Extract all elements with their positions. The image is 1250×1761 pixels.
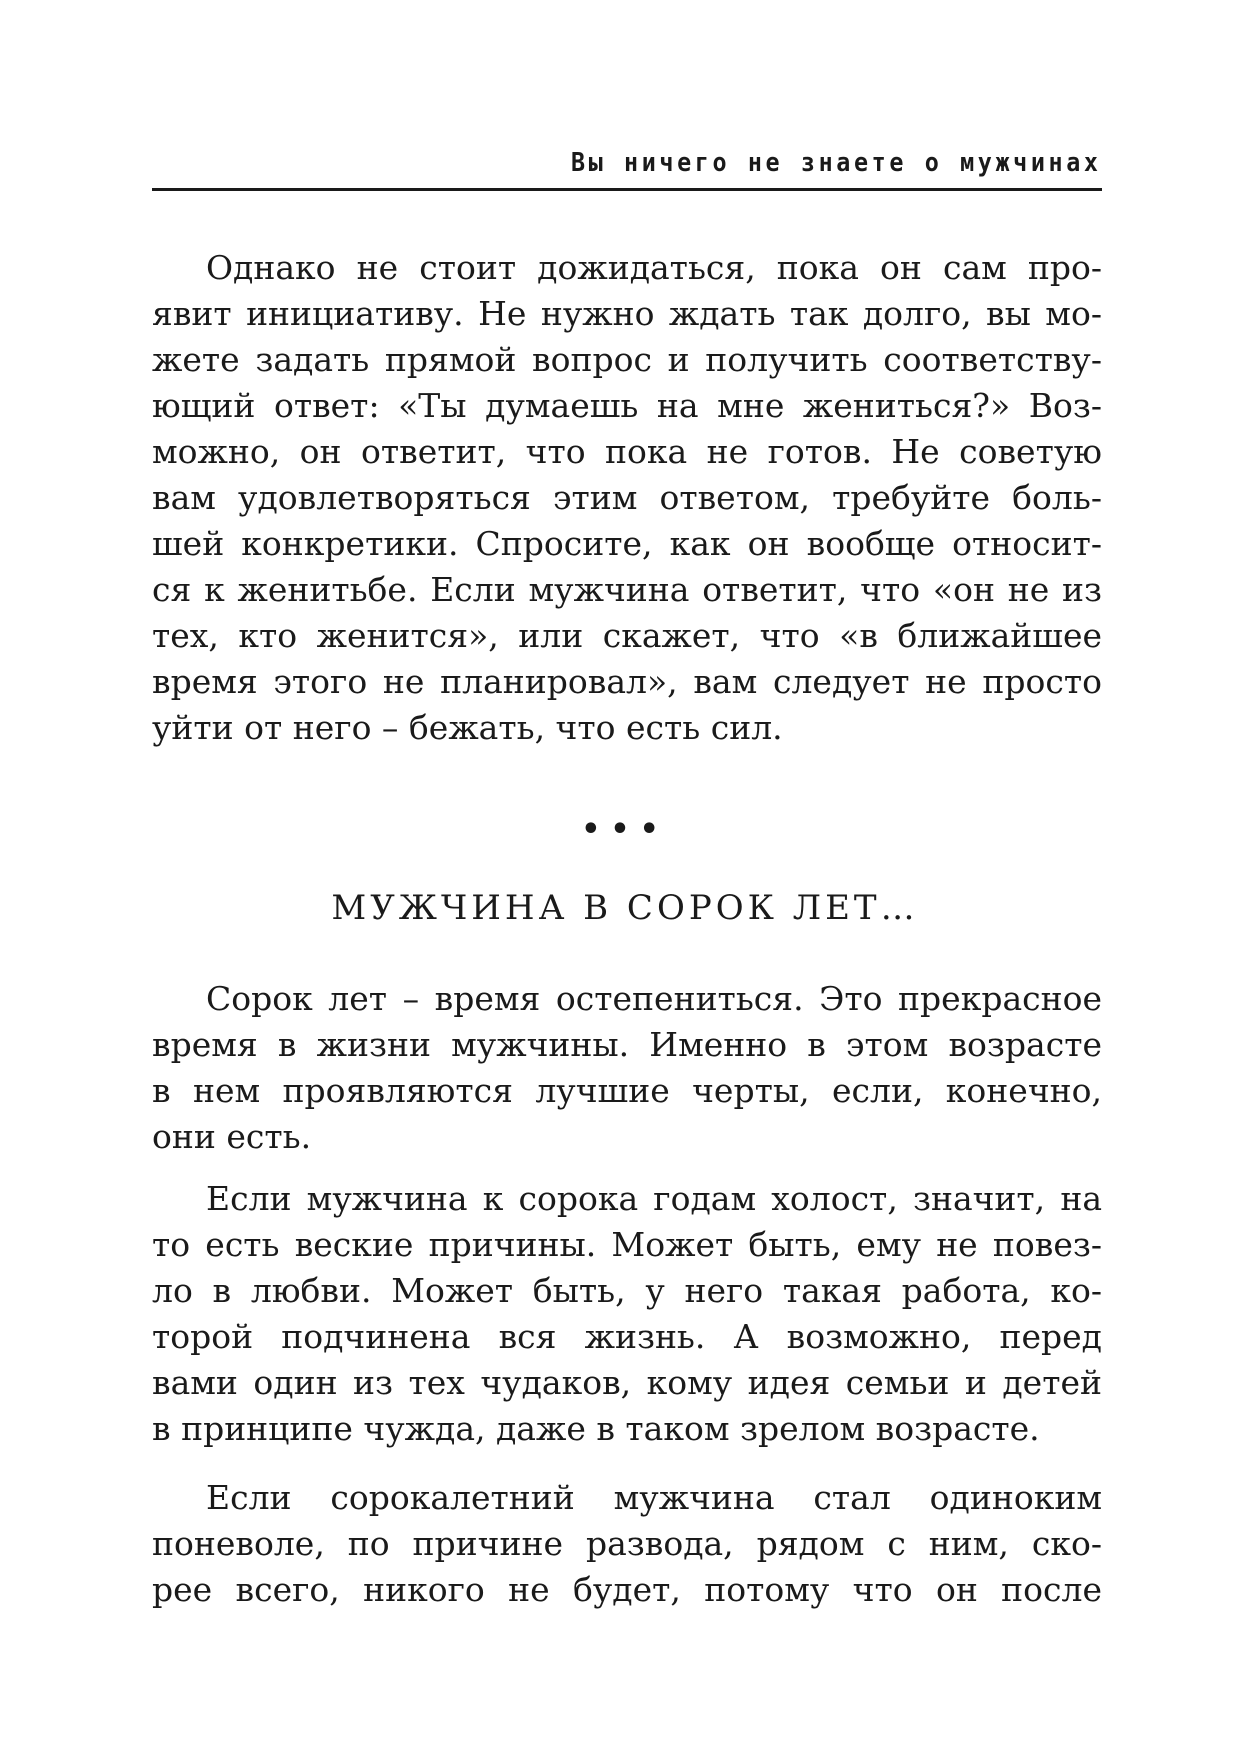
text-line: жете задать прямой вопрос и получить соответству- bbox=[152, 340, 1102, 379]
text-line: поневоле, по причине развода, рядом с ним, ско- bbox=[152, 1524, 1102, 1563]
text-line: Если сорокалетний мужчина стал одиноким bbox=[206, 1478, 1102, 1517]
section-ornament: ••• bbox=[581, 812, 669, 847]
text-line: вам удовлетворяться этим ответом, требуйте боль- bbox=[152, 478, 1102, 517]
text-line: то есть веские причины. Может быть, ему не повез- bbox=[152, 1225, 1102, 1264]
section-heading: МУЖЧИНА В СОРОК ЛЕТ… bbox=[331, 888, 919, 928]
running-head bbox=[152, 140, 1102, 191]
text-line: рее всего, никого не будет, потому что он после bbox=[152, 1570, 1102, 1609]
text-line: время этого не планировал», вам следует не просто bbox=[152, 662, 1102, 701]
text-line: явит инициативу. Не нужно ждать так долго, вы мо- bbox=[152, 294, 1102, 333]
text-line: вами один из тех чудаков, кому идея семьи и детей bbox=[152, 1363, 1102, 1402]
text-line: время в жизни мужчины. Именно в этом возрасте bbox=[152, 1025, 1102, 1064]
text-line: торой подчинена вся жизнь. А возможно, перед bbox=[152, 1317, 1102, 1356]
text-line: Однако не стоит дожидаться, пока он сам про- bbox=[206, 248, 1102, 287]
running-head-title: Вы ничего не знаете о мужчинах bbox=[571, 148, 1102, 178]
text-line: в нем проявляются лучшие черты, если, конечно, bbox=[152, 1071, 1102, 1110]
paragraph-3 bbox=[152, 1176, 1102, 1452]
text-line: они есть. bbox=[152, 1117, 312, 1156]
text-line: тех, кто женится», или скажет, что «в ближайшее bbox=[152, 616, 1102, 655]
text-line: ющий ответ: «Ты думаешь на мне жениться?» Воз- bbox=[152, 386, 1102, 425]
paragraph-4 bbox=[152, 1475, 1102, 1613]
text-line: ся к женитьбе. Если мужчина ответит, что «он не из bbox=[152, 570, 1102, 609]
text-line: ло в любви. Может быть, у него такая работа, ко- bbox=[152, 1271, 1102, 1310]
text-line: Если мужчина к сорока годам холост, значит, на bbox=[206, 1179, 1102, 1218]
paragraph-2 bbox=[152, 976, 1102, 1160]
text-line: уйти от него – бежать, что есть сил. bbox=[152, 708, 783, 747]
text-line: в принципе чужда, даже в таком зрелом возрасте. bbox=[152, 1409, 1040, 1448]
text-line: можно, он ответит, что пока не готов. Не советую bbox=[152, 432, 1102, 471]
paragraph-1 bbox=[152, 245, 1102, 751]
text-line: Сорок лет – время остепениться. Это прекрасное bbox=[206, 979, 1102, 1018]
text-line: шей конкретики. Спросите, как он вообще относит- bbox=[152, 524, 1102, 563]
